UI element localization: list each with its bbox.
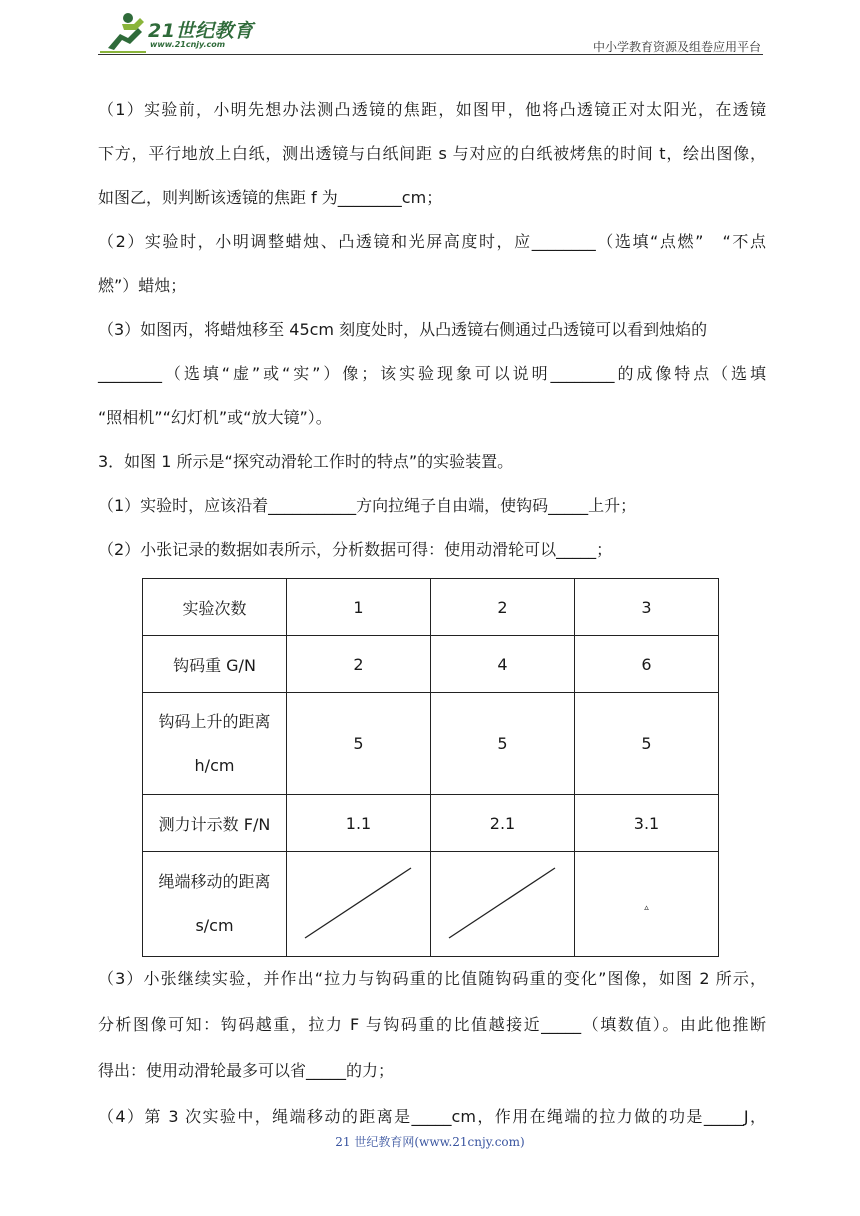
table-cell: 4 [431, 636, 575, 693]
table-cell: 3.1 [575, 795, 719, 852]
text-line: （4）第 3 次实验中，绳端移动的距离是_____cm，作用在绳端的拉力做的功是_____J， [98, 1107, 766, 1126]
logo-subtext: www.21cnjy.com [150, 40, 226, 49]
table-row [143, 636, 719, 693]
text-line: 燃”）蜡烛； [98, 276, 187, 295]
text-line: 如图乙，则判断该透镜的焦距 f 为________cm； [98, 188, 443, 207]
table-cell [431, 852, 575, 957]
table-cell: 测力计示数 F/N [143, 795, 287, 852]
table-cell: 6 [575, 636, 719, 693]
question-text-top [98, 88, 766, 572]
table-cell: 1 [287, 579, 431, 636]
text-line: （2）实验时，小明调整蜡烛、凸透镜和光屏高度时，应________（选填“点燃” “不点 [98, 232, 766, 251]
cell-line: h/cm [194, 755, 235, 775]
table-cell: 2.1 [431, 795, 575, 852]
table-cell [575, 852, 719, 957]
text-line: 分析图像可知：钩码越重，拉力 F 与钩码重的比值越接近_____（填数值）。由此他推断 [98, 1015, 766, 1034]
table-cell: 5 [575, 693, 719, 795]
text-line: 得出：使用动滑轮最多可以省_____的力； [98, 1061, 395, 1080]
cell-line: s/cm [195, 916, 234, 935]
table-cell: 钩码重 G/N [143, 636, 287, 693]
table-row [143, 579, 719, 636]
triangle-mark: ▵ [644, 902, 649, 913]
runner-logo-icon [98, 10, 148, 54]
cell-line: 绳端移动的距离 [158, 872, 271, 891]
diagonal-slash-icon [287, 852, 430, 952]
text-line: ________（选填“虚”或“实”）像；该实验现象可以说明________的成像特点（选填 [98, 364, 766, 383]
table-cell: 实验次数 [143, 579, 287, 636]
table-cell: 2 [287, 636, 431, 693]
header-divider [98, 54, 763, 55]
text-line: 下方，平行地放上白纸，测出透镜与白纸间距 s 与对应的白纸被烤焦的时间 t，绘出图像， [98, 144, 766, 163]
logo [98, 10, 268, 54]
table-cell: 5 [287, 693, 431, 795]
text-line: （3）如图丙，将蜡烛移至 45cm 刻度处时，从凸透镜右侧通过凸透镜可以看到烛焰的 [98, 320, 708, 339]
cell-line: 钩码上升的距离 [158, 711, 271, 731]
table-cell: 1.1 [287, 795, 431, 852]
table-cell [143, 693, 287, 795]
text-line: （1）实验时，应该沿着___________方向拉绳子自由端，使钩码_____上升； [98, 496, 637, 515]
table-cell [143, 852, 287, 957]
table-cell: 3 [575, 579, 719, 636]
logo-text: 21世纪教育 [148, 20, 254, 42]
table-cell: 5 [431, 693, 575, 795]
platform-name: 中小学教育资源及组卷应用平台 [592, 40, 761, 54]
table-row [143, 693, 719, 795]
table-cell [287, 852, 431, 957]
question-text-bottom [98, 956, 766, 1140]
text-line: （1）实验前，小明先想办法测凸透镜的焦距，如图甲，他将凸透镜正对太阳光，在透镜 [98, 100, 766, 119]
diagonal-slash-icon [431, 852, 574, 952]
page-footer: 21 世纪教育网(www.21cnjy.com) [335, 1135, 525, 1149]
table-cell: 2 [431, 579, 575, 636]
table-row [143, 795, 719, 852]
text-line: （3）小张继续实验，并作出“拉力与钩码重的比值随钩码重的变化”图像，如图 2 所示， [98, 969, 766, 988]
table-row [143, 852, 719, 957]
text-line: “照相机”“幻灯机”或“放大镜”）。 [98, 408, 332, 427]
text-line: 3．如图 1 所示是“探究动滑轮工作时的特点”的实验装置。 [98, 452, 514, 471]
page-header [98, 10, 763, 56]
data-table [142, 578, 719, 957]
text-line: （2）小张记录的数据如表所示，分析数据可得：使用动滑轮可以_____； [98, 540, 613, 559]
